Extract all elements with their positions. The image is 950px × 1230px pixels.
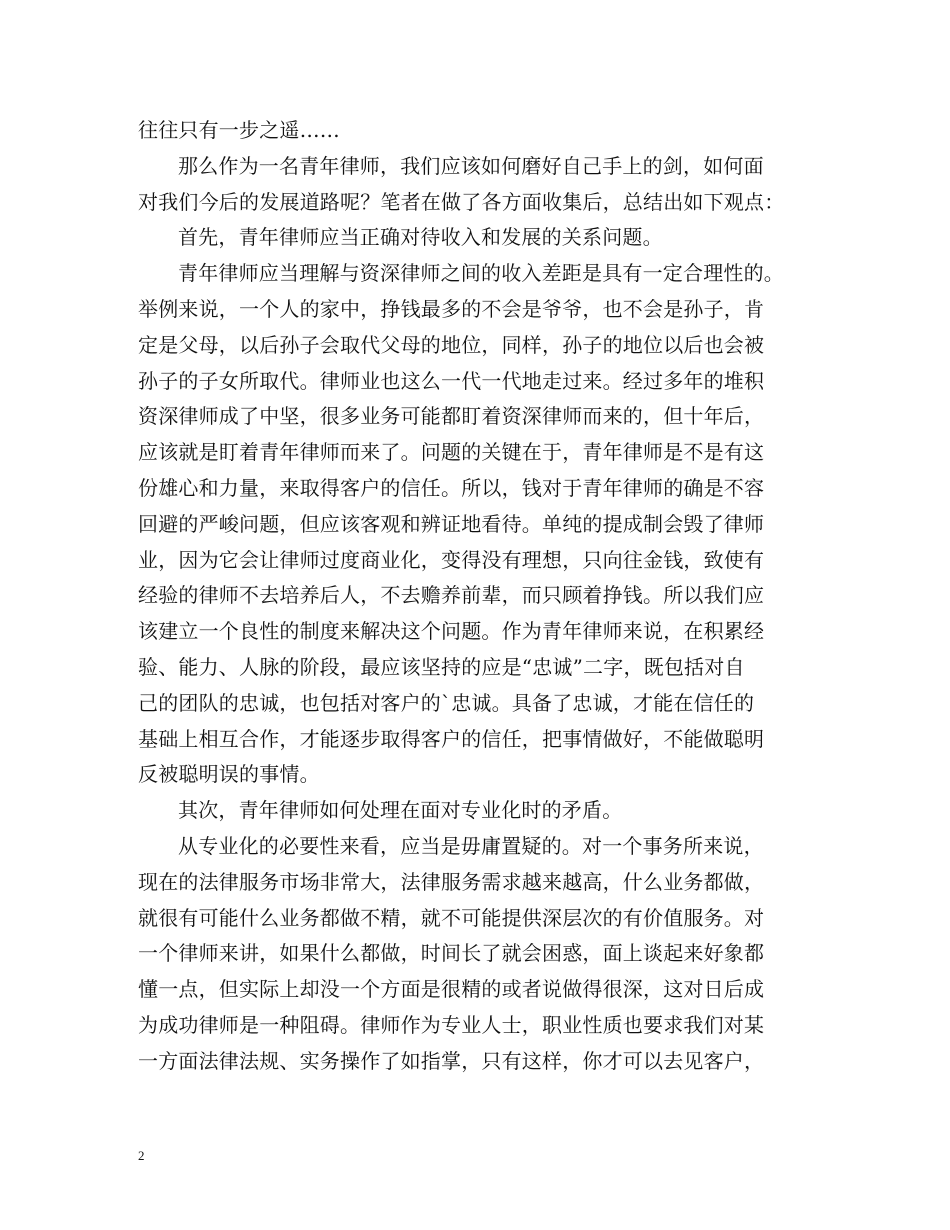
text-line: 对我们今后的发展道路呢？笔者在做了各方面收集后，总结出如下观点： xyxy=(138,189,785,214)
text-line: 反被聪明误的事情。 xyxy=(138,762,320,787)
text-line: 经验的律师不去培养后人，不去赡养前辈，而只顾着挣钱。所以我们应 xyxy=(138,583,765,608)
text-line: 己的团队的忠诚，也包括对客户的`忠诚。具备了忠诚，才能在信任的 xyxy=(138,690,755,715)
text-line: 业，因为它会让律师过度商业化，变得没有理想，只向往金钱，致使有 xyxy=(138,547,765,572)
text-line: 该建立一个良性的制度来解决这个问题。作为青年律师来说，在积累经 xyxy=(138,619,765,644)
text-line: 一方面法律法规、实务操作了如指掌，只有这样，你才可以去见客户， xyxy=(138,1048,765,1073)
body-text xyxy=(138,113,828,1080)
text-line: 那么作为一名青年律师，我们应该如何磨好自己手上的剑，如何面 xyxy=(178,153,764,178)
text-line: 验、能力、人脉的阶段，最应该坚持的应是“忠诚”二字，既包括对自 xyxy=(138,654,745,679)
text-line: 为成功律师是一种阻碍。律师作为专业人士，职业性质也要求我们对某 xyxy=(138,1012,765,1037)
text-line: 资深律师成了中坚，很多业务可能都盯着资深律师而来的，但十年后， xyxy=(138,404,765,429)
section-heading: 其次，青年律师如何处理在面对专业化时的矛盾。 xyxy=(178,798,623,823)
text-line: 懂一点，但实际上却没一个方面是很精的或者说做得很深，这对日后成 xyxy=(138,977,765,1002)
text-line: 份雄心和力量，来取得客户的信任。所以，钱对于青年律师的确是不容 xyxy=(138,475,765,500)
text-line: 一个律师来讲，如果什么都做，时间长了就会困惑，面上谈起来好象都 xyxy=(138,941,765,966)
text-line: 从专业化的必要性来看，应当是毋庸置疑的。对一个事务所来说， xyxy=(178,833,764,858)
page-number: 2 xyxy=(138,1148,145,1163)
text-line: 现在的法律服务市场非常大，法律服务需求越来越高，什么业务都做， xyxy=(138,869,765,894)
text-line: 定是父母，以后孙子会取代父母的地位，同样，孙子的地位以后也会被 xyxy=(138,332,765,357)
text-line: 往往只有一步之遥…… xyxy=(138,118,340,142)
text-line: 就很有可能什么业务都做不精，就不可能提供深层次的有价值服务。对 xyxy=(138,905,765,930)
text-line: 应该就是盯着青年律师而来了。问题的关键在于，青年律师是不是有这 xyxy=(138,440,765,465)
text-line: 基础上相互合作，才能逐步取得客户的信任，把事情做好，不能做聪明 xyxy=(138,726,765,751)
text-line: 青年律师应当理解与资深律师之间的收入差距是具有一定合理性的。 xyxy=(178,261,784,286)
text-line: 回避的严峻问题，但应该客观和辨证地看待。单纯的提成制会毁了律师 xyxy=(138,511,765,536)
section-heading: 首先，青年律师应当正确对待收入和发展的关系问题。 xyxy=(178,225,663,250)
text-line: 举例来说，一个人的家中，挣钱最多的不会是爷爷，也不会是孙子，肯 xyxy=(138,296,765,321)
text-line: 孙子的子女所取代。律师业也这么一代一代地走过来。经过多年的堆积 xyxy=(138,368,765,393)
